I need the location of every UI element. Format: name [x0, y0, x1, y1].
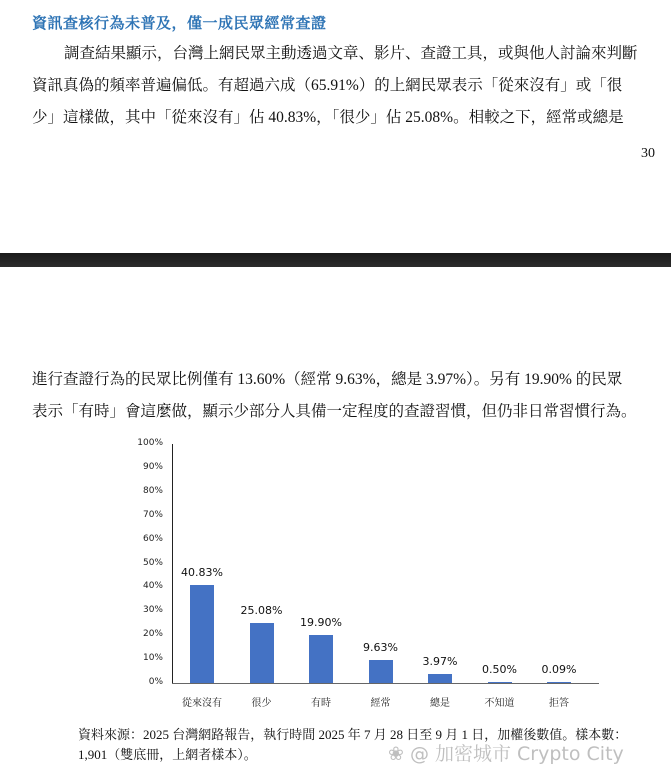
- y-tick-label: 20%: [142, 629, 163, 640]
- y-tick-label: 90%: [142, 461, 163, 472]
- bar: [309, 635, 333, 683]
- paragraph-line: 進行查證行為的民眾比例僅有 13.60%（經常 9.63%，總是 3.97%）。另有 19.90% 的民眾: [32, 371, 623, 388]
- bar: [547, 682, 571, 683]
- bar: [369, 660, 393, 683]
- data-label: 0.09%: [541, 663, 577, 676]
- data-label: 25.08%: [240, 604, 283, 618]
- bar: [428, 674, 452, 683]
- y-tick-label: 100%: [137, 438, 163, 448]
- category-label: 從來沒有: [182, 698, 222, 709]
- y-axis: [172, 444, 173, 684]
- section-heading: 資訊查核行為未普及，僅一成民眾經常查證: [32, 14, 327, 32]
- paragraph-line: 資訊真偽的頻率普遍偏低。有超過六成（65.91%）的上網民眾表示「從來沒有」或「很: [32, 77, 623, 94]
- paragraph-2: [32, 364, 652, 428]
- category-label: 經常: [370, 698, 391, 709]
- y-tick-label: 0%: [148, 677, 163, 687]
- y-tick-label: 70%: [142, 509, 163, 520]
- y-tick-label: 10%: [142, 653, 163, 664]
- data-label: 40.83%: [181, 566, 223, 580]
- y-tick-label: 50%: [142, 557, 163, 568]
- category-label: 拒答: [549, 698, 569, 709]
- category-label: 不知道: [484, 698, 515, 709]
- data-label: 3.97%: [422, 654, 458, 668]
- bar: [488, 682, 512, 683]
- category-label: 很少: [251, 698, 272, 709]
- y-tick-label: 80%: [142, 485, 163, 496]
- paragraph-1: [32, 38, 652, 134]
- source-line: 1,901（雙底冊，上網者樣本）。: [78, 747, 257, 762]
- watermark: ❀ @ 加密城市 Crypto City: [388, 743, 624, 765]
- y-tick-label: 30%: [142, 605, 163, 616]
- paragraph-line: 調查結果顯示，台灣上網民眾主動透過文章、影片、查證工具，或與他人討論來判斷: [64, 45, 638, 62]
- source-line: 資料來源：2025 台灣網路報告，執行時間 2025 年 7 月 28 日至 9 月 1 日，加權後數值。樣本數：: [78, 727, 628, 742]
- category-label: 總是: [430, 698, 450, 709]
- data-label: 19.90%: [300, 616, 342, 630]
- data-label: 9.63%: [363, 640, 398, 654]
- page-number: 30: [641, 146, 655, 161]
- y-tick-label: 60%: [142, 533, 163, 544]
- page-divider-band: [0, 253, 671, 267]
- y-tick-label: 40%: [142, 581, 163, 592]
- bar: [190, 585, 214, 683]
- paragraph-line: 表示「有時」會這麼做，顯示少部分人具備一定程度的查證習慣，但仍非日常習慣行為。: [32, 403, 637, 420]
- data-label: 0.50%: [482, 662, 517, 676]
- x-axis: [172, 683, 599, 684]
- paragraph-line: 少」這樣做，其中「從來沒有」佔 40.83%，「很少」佔 25.08%。相較之下，經常或總是: [32, 109, 624, 126]
- bar: [250, 623, 274, 683]
- category-label: 有時: [311, 698, 331, 709]
